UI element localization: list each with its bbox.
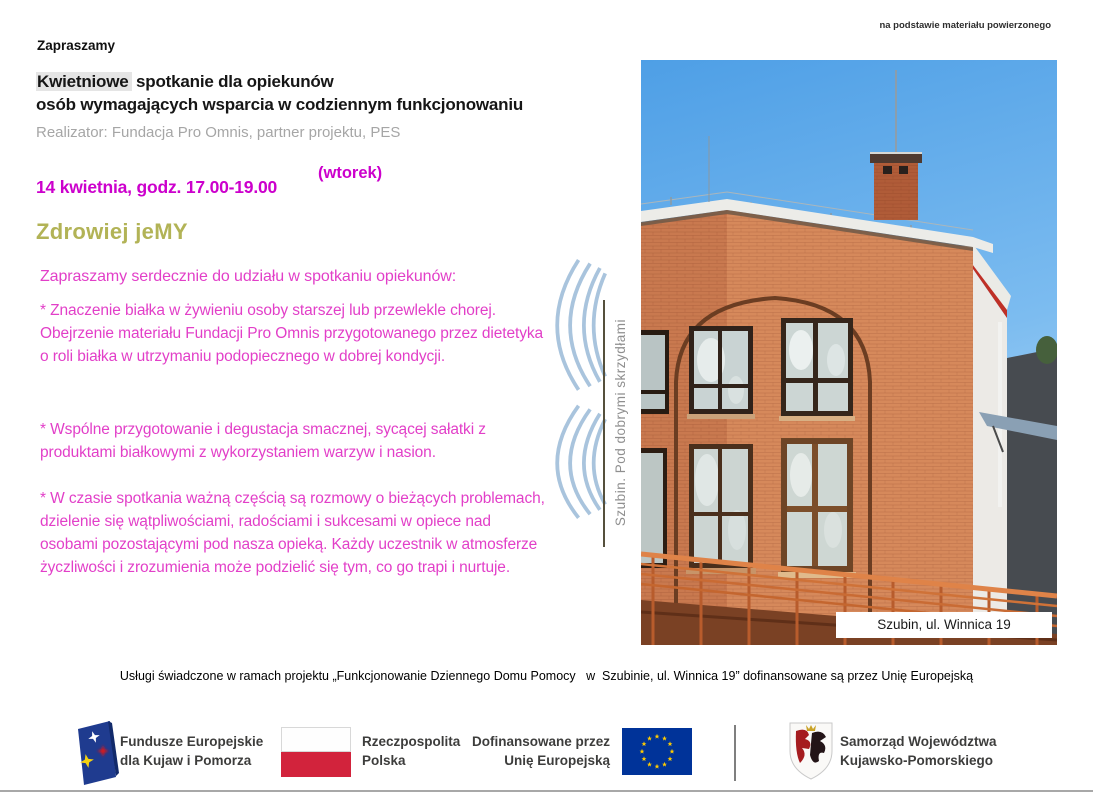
bullet-paragraph: * Znaczenie białka w żywieniu osoby starszej lub przewlekle chorej. Obejrzenie materiału Fundacji Pro Omnis przygotowanego przez dietetyka o roli białka w utrzymaniu podopiecznego w dobrej kondycji.	[40, 302, 544, 365]
bottom-rule	[0, 790, 1093, 792]
bullet-paragraph: * Wspólne przygotowanie i degustacja smacznej, sycącej sałatki z produktami białkowymi z wykorzystaniem warzyw i nasion.	[40, 421, 486, 461]
wing-arcs-decoration	[543, 238, 607, 538]
event-weekday: (wtorek)	[318, 164, 383, 182]
background-building	[1007, 336, 1057, 645]
poland-flag-icon	[281, 727, 351, 777]
title-line2: osób wymagających wsparcia w codziennym funkcjonowaniu	[36, 95, 524, 114]
building-photo	[641, 60, 1057, 645]
fe-kujawy-pomorze-logo-icon	[72, 719, 122, 785]
logo-divider	[734, 725, 736, 781]
voivodeship-coat-of-arms-icon	[788, 721, 834, 781]
funding-note: Usługi świadczone w ramach projektu „Funkcjonowanie Dziennego Domu Pomocy w Szubinie, ul. Winnica 19” dofinansowane są przez Unię Europejską	[119, 669, 974, 683]
building-photo-art	[641, 60, 1057, 645]
voivodeship-logo-label: Samorząd Województwa Kujawsko-Pomorskiego	[840, 734, 997, 768]
title-highlight: Kwietniowe	[36, 72, 132, 91]
title-rest: spotkanie dla opiekunów	[131, 72, 334, 91]
title-line1	[36, 70, 523, 93]
realizator-line: Realizator: Fundacja Pro Omnis, partner projektu, PES	[36, 124, 401, 141]
bullet-paragraph: * W czasie spotkania ważną częścią są rozmowy o bieżących problemach, dzielenie się wątpliwościami, radościami i sukcesami w opiece nad osobami pozostającymi pod nasza opieką. Każdy uczestnik w atmosferze życzliwości i zrozumienia może podzielić się tym, co go trapi i nurtuje.	[40, 490, 545, 576]
eu-flag-icon	[622, 728, 692, 775]
eu-funding-label: Dofinansowane przez Unię Europejską	[471, 734, 610, 768]
event-date: 14 kwietnia, godz. 17.00-19.00	[36, 177, 278, 197]
body-intro: Zapraszamy serdecznie do udziału w spotkaniu opiekunów:	[40, 268, 457, 285]
fe-logo-label: Fundusze Europejskie dla Kujaw i Pomorza	[120, 734, 264, 768]
page-title	[36, 70, 523, 116]
greeting-label: Zapraszamy	[37, 38, 116, 53]
vertical-brand-label: Szubin. Pod dobrymi skrzydłami	[612, 319, 628, 527]
poland-logo-label: Rzeczpospolita Polska	[362, 734, 461, 768]
top-note: na podstawie materiału powierzonego	[879, 20, 1051, 31]
tree	[1036, 336, 1057, 364]
photo-caption: Szubin, ul. Winnica 19	[836, 612, 1052, 638]
event-slogan: Zdrowiej jeMY	[36, 219, 188, 244]
